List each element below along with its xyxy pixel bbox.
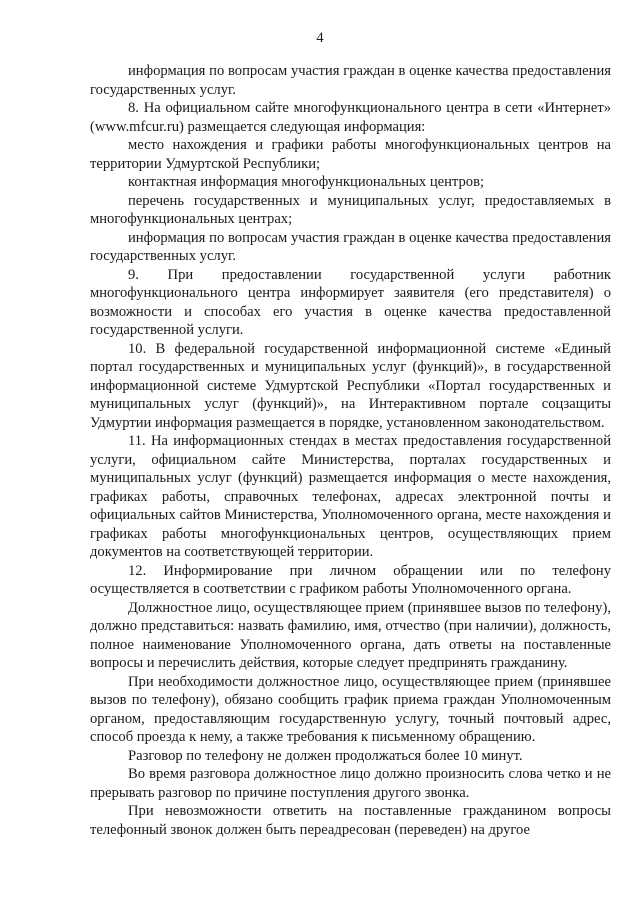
paragraph: место нахождения и графики работы многофункциональных центров на территории Удмуртской Республики; [90, 137, 611, 172]
paragraph: Разговор по телефону не должен продолжаться более 10 минут. [128, 747, 523, 764]
paragraph: 9. При предоставлении государственной услуги работник многофункционального центра информирует заявителя (его представителя) о возможности и способах его участия в оценке качества предоставленной государственной услуги. [90, 266, 611, 338]
paragraph: Во время разговора должностное лицо должно произносить слова четко и не прерывать разговор по причине поступления другого звонка. [90, 766, 611, 801]
paragraph: 11. На информационных стендах в местах предоставления государственной услуги, официальном сайте Министерства, порталах государственных и муниципальных услуг (функций) размещается информация о месте нахождения, графиках работы, справочных телефонах, адресах электронной почты и официальных сайтов Министерства, Уполномоченного органа, месте нахождения и графиках работы многофункциональных центров, осуществляющих прием документов на соответствующей территории. [90, 433, 611, 560]
paragraph: информация по вопросам участия граждан в оценке качества предоставления государственных услуг. [90, 63, 611, 98]
paragraph: контактная информация многофункциональных центров; [128, 174, 485, 190]
document-body [90, 62, 611, 839]
paragraph: 10. В федеральной государственной информационной системе «Единый портал государственных и муниципальных услуг (функций)», в государственной информационной системе Удмуртской Республики «Портал государственных и муниципальных услуг (функций)», на Интерактивном портале соцзащиты Удмуртии информация размещается в порядке, установленном законодательством. [90, 340, 611, 431]
paragraph: 8. На официальном сайте многофункционального центра в сети «Интернет» (www.mfcur.ru) размещается следующая информация: [90, 100, 611, 135]
paragraph: 12. Информирование при личном обращении или по телефону осуществляется в соответствии с графиком работы Уполномоченного органа. [90, 562, 611, 597]
page-number: 4 [316, 30, 324, 46]
paragraph: информация по вопросам участия граждан в оценке качества предоставления государственных услуг. [90, 229, 611, 264]
paragraph: перечень государственных и муниципальных услуг, предоставляемых в многофункциональных центрах; [90, 192, 611, 227]
paragraph: При необходимости должностное лицо, осуществляющее прием (принявшее вызов по телефону), обязано сообщить график приема граждан Уполномоченным органом, предоставляющим государственную услугу, точный почтовый адрес, способ проезда к нему, а также требования к письменному обращению. [90, 673, 611, 745]
paragraph: Должностное лицо, осуществляющее прием (принявшее вызов по телефону), должно представиться: назвать фамилию, имя, отчество (при наличии), должность, полное наименование Уполномоченного органа, дать ответы на поставленные вопросы и перечислить действия, которые следует предпринять гражданину. [90, 599, 611, 671]
paragraph: При невозможности ответить на поставленные гражданином вопросы телефонный звонок должен быть переадресован (переведен) на другое [90, 803, 611, 838]
